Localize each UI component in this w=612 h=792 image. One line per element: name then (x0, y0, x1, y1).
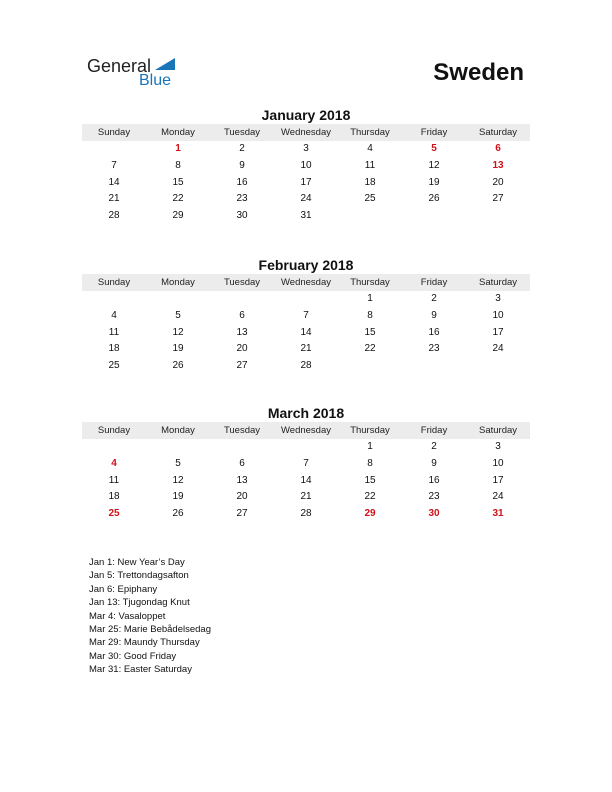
month-calendar (82, 404, 530, 523)
day-cell (274, 439, 338, 456)
day-cell: 14 (300, 326, 312, 338)
holiday-item: Jan 6: Epiphany (89, 583, 158, 595)
day-cell: 5 (175, 457, 181, 469)
brand-logo (87, 56, 187, 92)
day-cell: 8 (175, 159, 181, 171)
day-cell: 11 (364, 159, 376, 171)
day-cell: 12 (172, 326, 184, 338)
weekday-label: Thursday (350, 425, 390, 436)
day-cell: 6 (495, 143, 501, 154)
day-cell: 25 (364, 193, 376, 205)
day-cell: 26 (172, 508, 184, 520)
day-cell: 23 (428, 491, 440, 503)
month-calendar (82, 256, 530, 375)
weekday-label: Wednesday (281, 425, 331, 436)
day-cell: 30 (236, 210, 248, 222)
day-cell: 13 (236, 474, 248, 486)
day-cell: 26 (428, 193, 440, 205)
week-row (82, 439, 530, 456)
day-cell: 19 (428, 176, 440, 188)
day-cell (338, 208, 402, 225)
day-cell (402, 208, 466, 225)
day-cell: 19 (172, 491, 184, 503)
day-cell: 27 (236, 360, 248, 372)
day-cell: 9 (431, 457, 437, 469)
day-cell: 17 (300, 176, 312, 188)
weekday-label: Wednesday (281, 277, 331, 288)
week-row (82, 308, 530, 325)
week-row (82, 158, 530, 175)
weekday-label: Sunday (97, 277, 131, 288)
week-row (82, 208, 530, 225)
month-title: February 2018 (258, 257, 354, 273)
holiday-list (89, 556, 211, 677)
weekday-label: Friday (420, 277, 448, 288)
day-cell: 5 (175, 309, 181, 321)
day-cell: 10 (492, 457, 504, 469)
day-cell: 21 (300, 343, 312, 355)
week-row (82, 141, 530, 158)
day-cell: 27 (492, 193, 504, 205)
weekday-label: Saturday (478, 277, 518, 288)
day-cell: 3 (495, 293, 501, 304)
day-cell: 20 (492, 176, 504, 188)
day-cell (338, 358, 402, 375)
week-row (82, 506, 530, 523)
day-cell: 9 (431, 309, 437, 321)
holiday-item: Jan 5: Trettondagsafton (89, 570, 189, 582)
holiday-item: Jan 1: New Year’s Day (89, 557, 185, 568)
weekday-label: Saturday (478, 127, 518, 138)
day-cell: 28 (108, 210, 120, 222)
day-cell: 10 (492, 309, 504, 321)
weekday-label: Monday (161, 277, 195, 288)
day-cell (210, 439, 274, 456)
day-cell (82, 291, 146, 308)
day-cell: 6 (239, 309, 245, 321)
day-cell: 25 (108, 360, 120, 372)
day-cell: 9 (239, 159, 245, 171)
weekday-label: Thursday (350, 127, 390, 138)
day-cell: 10 (300, 159, 312, 171)
day-cell: 25 (108, 508, 120, 520)
day-cell (274, 291, 338, 308)
day-cell: 17 (492, 474, 504, 486)
day-cell: 2 (239, 143, 245, 154)
day-cell: 12 (428, 159, 440, 171)
week-row (82, 291, 530, 308)
weekday-label: Tuesday (223, 277, 261, 288)
week-row (82, 175, 530, 192)
logo-triangle-icon (155, 58, 175, 70)
day-cell (466, 208, 530, 225)
day-cell (82, 141, 146, 158)
day-cell: 16 (236, 176, 248, 188)
weekday-label: Tuesday (223, 425, 261, 436)
day-cell: 24 (492, 343, 504, 355)
day-cell (466, 358, 530, 375)
day-cell: 14 (300, 474, 312, 486)
day-cell (402, 358, 466, 375)
holiday-item: Mar 30: Good Friday (89, 650, 177, 662)
weekday-label: Friday (420, 127, 448, 138)
day-cell: 15 (172, 176, 184, 188)
day-cell (210, 291, 274, 308)
week-row (82, 191, 530, 208)
day-cell: 29 (364, 508, 376, 520)
day-cell: 11 (108, 474, 120, 486)
day-cell: 24 (492, 491, 504, 503)
month-title: January 2018 (261, 107, 351, 123)
day-cell: 14 (108, 176, 120, 188)
day-cell: 23 (236, 193, 248, 205)
day-cell: 3 (303, 143, 309, 154)
day-cell: 21 (108, 193, 120, 205)
day-cell: 26 (172, 360, 184, 372)
week-row (82, 358, 530, 375)
weekday-header (82, 124, 530, 141)
holiday-item: Mar 25: Marie Bebådelsedag (89, 624, 211, 636)
day-cell: 16 (428, 326, 440, 338)
day-cell: 20 (236, 491, 248, 503)
day-cell (82, 439, 146, 456)
day-cell: 13 (492, 159, 504, 171)
day-cell: 7 (303, 309, 309, 321)
day-cell: 23 (428, 343, 440, 355)
day-cell: 15 (364, 326, 376, 338)
day-cell (146, 439, 210, 456)
day-cell: 11 (108, 326, 120, 338)
day-cell: 7 (303, 457, 309, 469)
day-cell: 31 (300, 210, 312, 222)
day-cell: 4 (367, 143, 373, 154)
weekday-label: Saturday (478, 425, 518, 436)
weekday-header (82, 274, 530, 291)
day-cell: 15 (364, 474, 376, 486)
country-title: Sweden (433, 59, 524, 86)
day-cell: 1 (367, 441, 373, 452)
day-cell: 28 (300, 360, 312, 372)
weekday-label: Friday (420, 425, 448, 436)
holiday-item: Mar 29: Maundy Thursday (89, 637, 200, 649)
day-cell: 22 (364, 491, 376, 503)
day-cell: 22 (172, 193, 184, 205)
day-cell (146, 291, 210, 308)
weekday-label: Sunday (97, 425, 131, 436)
day-cell: 30 (428, 508, 440, 520)
weekday-label: Sunday (97, 127, 131, 138)
day-cell: 18 (364, 176, 376, 188)
logo-blue-text: Blue (139, 72, 172, 89)
week-row (82, 473, 530, 490)
day-cell: 7 (111, 159, 117, 171)
day-cell: 6 (239, 457, 245, 469)
weekday-label: Tuesday (223, 127, 261, 138)
holiday-item: Jan 13: Tjugondag Knut (89, 597, 190, 609)
weekday-label: Thursday (350, 277, 390, 288)
month-calendar (82, 106, 530, 225)
day-cell: 8 (367, 457, 373, 469)
day-cell: 22 (364, 343, 376, 355)
day-cell: 17 (492, 326, 504, 338)
day-cell: 24 (300, 193, 312, 205)
day-cell: 18 (108, 343, 120, 355)
day-cell: 28 (300, 508, 312, 520)
day-cell: 1 (367, 293, 373, 304)
logo-general-text: General (87, 56, 152, 76)
day-cell: 1 (175, 143, 181, 154)
day-cell: 29 (172, 210, 184, 222)
week-row (82, 489, 530, 506)
week-row (82, 341, 530, 358)
weekday-header (82, 422, 530, 439)
day-cell: 21 (300, 491, 312, 503)
day-cell: 12 (172, 474, 184, 486)
day-cell: 19 (172, 343, 184, 355)
holiday-item: Mar 31: Easter Saturday (89, 664, 192, 676)
day-cell: 27 (236, 508, 248, 520)
day-cell: 5 (431, 143, 437, 154)
weekday-label: Monday (161, 425, 195, 436)
week-row (82, 456, 530, 473)
day-cell: 13 (236, 326, 248, 338)
day-cell: 3 (495, 441, 501, 452)
day-cell: 31 (492, 508, 504, 520)
holiday-item: Mar 4: Vasaloppet (89, 610, 166, 622)
day-cell: 2 (431, 441, 437, 452)
day-cell: 20 (236, 343, 248, 355)
day-cell: 8 (367, 309, 373, 321)
weekday-label: Wednesday (281, 127, 331, 138)
day-cell: 16 (428, 474, 440, 486)
day-cell: 4 (111, 309, 117, 321)
day-cell: 2 (431, 293, 437, 304)
day-cell: 18 (108, 491, 120, 503)
weekday-label: Monday (161, 127, 195, 138)
month-title: March 2018 (267, 405, 345, 421)
day-cell: 4 (111, 457, 117, 469)
week-row (82, 325, 530, 342)
